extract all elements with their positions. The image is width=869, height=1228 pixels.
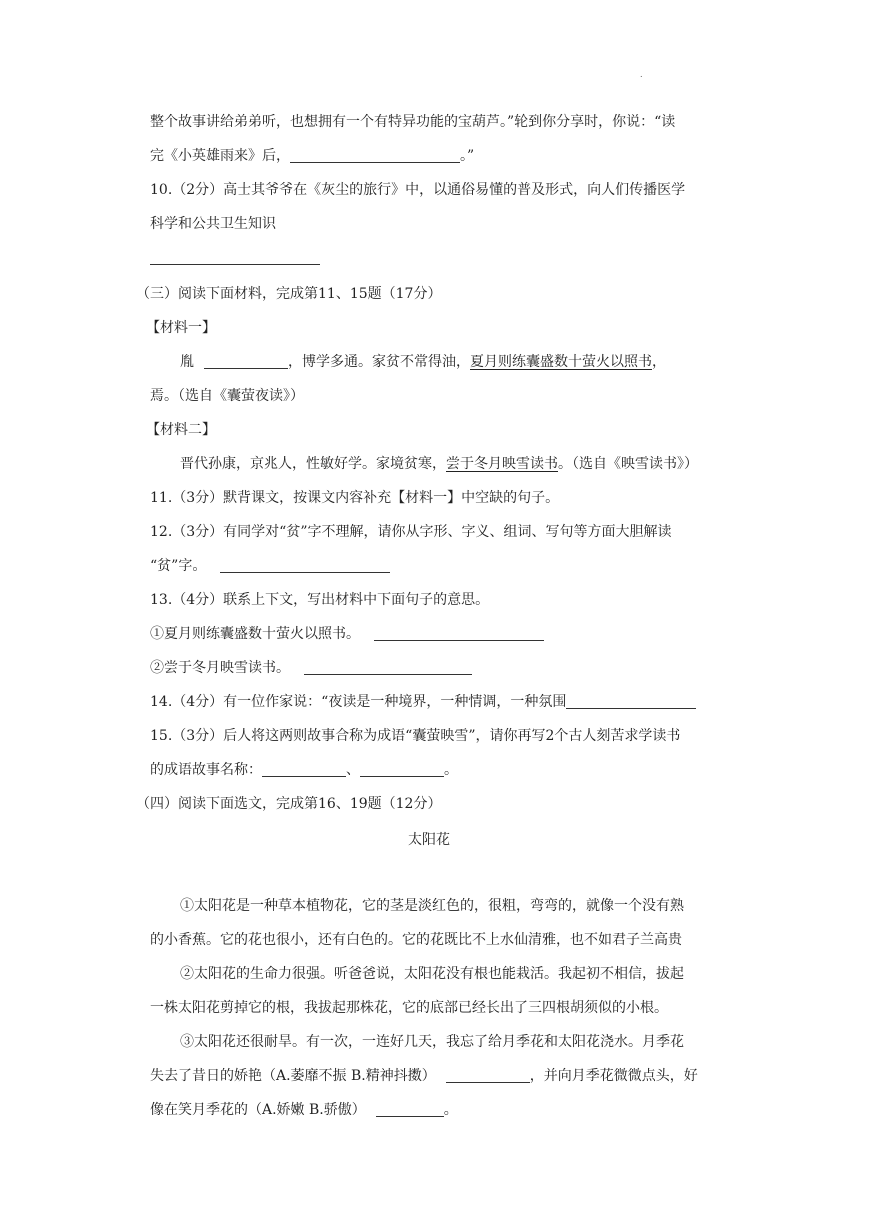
q12-line-2 <box>150 556 390 576</box>
material-2-label: 【材料二】 <box>146 422 216 438</box>
q10-answer-blank[interactable] <box>150 250 320 265</box>
q15-blank-1[interactable] <box>262 762 346 777</box>
material-2-line <box>180 454 698 474</box>
q10-answer-line[interactable] <box>150 248 320 268</box>
q15-text: 的成语故事名称： <box>150 762 262 778</box>
paragraph-1-line-2: 的小香蕉。它的花也很小，还有白色的。它的花既比不上水仙清雅，也不如君子兰高贵 <box>150 932 682 948</box>
header-dot: . <box>640 70 643 79</box>
q15-line-1: 15.（3分）后人将这两则故事合称为成语“囊萤映雪”，请你再写2个古人刻苦求学读书 <box>150 728 681 744</box>
material-1-blank[interactable] <box>204 354 288 369</box>
material-1-line-2: 焉。（选自《囊萤夜读》） <box>150 388 304 404</box>
q13-item-2-text: ②尝于冬月映雪读书。 <box>150 660 290 676</box>
paragraph-3-blank-2[interactable] <box>376 1102 444 1117</box>
paragraph-3-line-3 <box>150 1100 458 1120</box>
paragraph-3-line-2 <box>150 1066 698 1086</box>
q13-item-1-text: ①夏月则练囊盛数十萤火以照书。 <box>150 626 360 642</box>
paragraph-2-line-2: 一株太阳花剪掉它的根，我拔起那株花，它的底部已经长出了三四根胡须似的小根。 <box>150 1000 668 1016</box>
q13-item-2-blank[interactable] <box>304 660 472 675</box>
q13: 13.（4分）联系上下文，写出材料中下面句子的意思。 <box>150 592 490 608</box>
q12-answer-blank[interactable] <box>220 558 390 573</box>
paragraph-3-choice-1: 失去了昔日的娇艳（A.萎靡不振 B.精神抖擞） <box>150 1068 436 1084</box>
q15-blank-2[interactable] <box>360 762 444 777</box>
material-1-line-1 <box>180 352 666 372</box>
q14-answer-blank[interactable] <box>566 694 696 709</box>
q12-text: “贫”字。 <box>150 558 207 574</box>
paragraph-3-line-2-end: ，并向月季花微微点头，好 <box>529 1068 698 1084</box>
material-1-comma: ， <box>652 354 666 370</box>
q13-item-1 <box>150 624 544 644</box>
material-2-end: 。（选自《映雪读书》） <box>558 456 698 472</box>
material-1-mid: ，博学多通。家贫不常得油， <box>288 354 470 370</box>
material-1-start: 胤 <box>180 354 194 370</box>
q14 <box>150 692 696 712</box>
q15-end: 。 <box>444 762 458 778</box>
section-4-heading: （四）阅读下面选文，完成第16、19题（12分） <box>136 796 442 812</box>
q12-line-1: 12.（3分）有同学对“贫”字不理解，请你从字形、字义、组词、写句等方面大胆解读 <box>150 524 672 540</box>
q9-line-2-text: 完《小英雄雨来》后， <box>150 148 290 164</box>
q10-line-1: 10.（2分）高士其爷爷在《灰尘的旅行》中，以通俗易懂的普及形式，向人们传播医学 <box>150 182 686 198</box>
material-1-underlined: 夏月则练囊盛数十萤火以照书 <box>470 354 652 370</box>
q15-line-2 <box>150 760 458 780</box>
q9-answer-blank[interactable] <box>290 148 460 163</box>
q10-line-2: 科学和公共卫生知识 <box>150 216 276 232</box>
paragraph-1-line-1: ①太阳花是一种草本植物花，它的茎是淡红色的，很粗，弯弯的，就像一个没有熟 <box>180 898 684 914</box>
paragraph-3-blank-1[interactable] <box>446 1068 530 1083</box>
q14-text: 14.（4分）有一位作家说：“夜读是一种境界，一种情调，一种氛围 <box>150 694 567 710</box>
q11: 11.（3分）默背课文，按课文内容补充【材料一】中空缺的句子。 <box>150 490 560 506</box>
section-3-heading: （三）阅读下面材料，完成第11、15题（17分） <box>136 286 442 302</box>
passage-title: 太阳花 <box>408 832 450 848</box>
q9-line-2 <box>150 146 474 166</box>
material-2-underlined: 尝于冬月映雪读书 <box>446 456 558 472</box>
q15-separator: 、 <box>346 762 360 778</box>
material-2-start: 晋代孙康，京兆人，性敏好学。家境贫寒， <box>180 456 446 472</box>
paragraph-3-choice-2: 像在笑月季花的（A.娇嫩 B.骄傲） <box>150 1102 366 1118</box>
paragraph-3-end: 。 <box>443 1102 458 1118</box>
q13-item-2 <box>150 658 472 678</box>
q9-line-1: 整个故事讲给弟弟听，也想拥有一个有特异功能的宝葫芦。”轮到你分享时，你说：“读 <box>150 114 676 130</box>
q13-item-1-blank[interactable] <box>374 626 544 641</box>
paragraph-3-line-1: ③太阳花还很耐旱。有一次，一连好几天，我忘了给月季花和太阳花浇水。月季花 <box>180 1034 684 1050</box>
q9-line-2-end: 。” <box>460 148 475 164</box>
material-1-label: 【材料一】 <box>146 320 216 336</box>
paragraph-2-line-1: ②太阳花的生命力很强。听爸爸说，太阳花没有根也能栽活。我起初不相信，拔起 <box>180 966 684 982</box>
